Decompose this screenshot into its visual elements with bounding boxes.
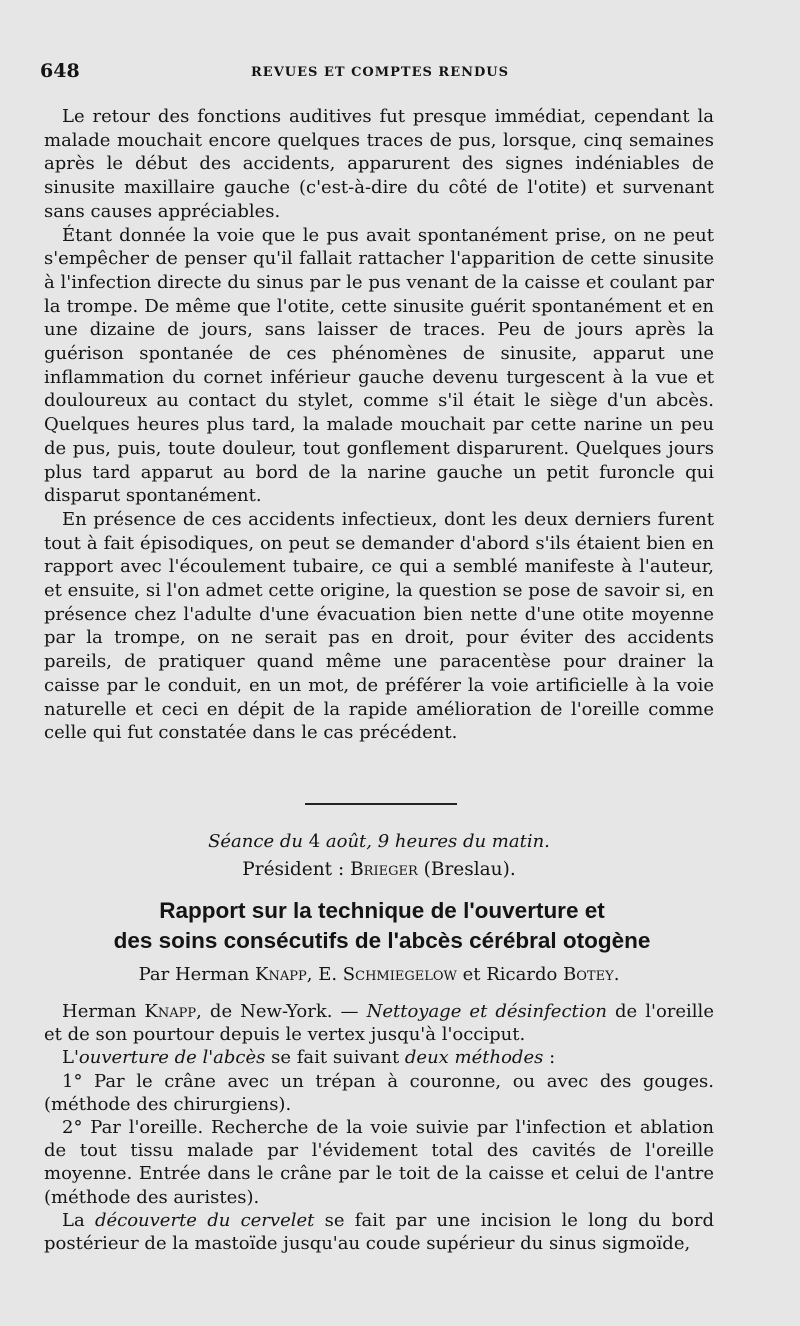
president-label: Président : bbox=[242, 859, 345, 880]
section-divider bbox=[305, 803, 457, 805]
paragraph-text: L' bbox=[62, 1047, 79, 1069]
emphasis: Nettoyage et désinfection bbox=[366, 1001, 607, 1022]
paragraph-text: de l'oreille et de son pourtour depuis le vertex jusqu'à l'occiput. bbox=[44, 1001, 714, 1046]
paragraph-text: se fait par une incision le long du bord postérieur de la mastoïde jusqu'au coude supérieur du sinus sigmoïde, bbox=[44, 1209, 715, 1255]
author-name: Knapp bbox=[144, 1001, 197, 1022]
author-name: Botey bbox=[563, 964, 614, 985]
authors-separator: et Ricardo bbox=[462, 964, 558, 985]
session-label: Séance du bbox=[208, 831, 303, 852]
emphasis: ouverture de l'abcès bbox=[78, 1047, 266, 1069]
president-name: Brieger bbox=[350, 859, 418, 880]
paragraph bbox=[44, 1046, 714, 1069]
authors-separator: , E. bbox=[306, 964, 338, 985]
paragraph-text: se fait suivant bbox=[271, 1047, 400, 1069]
report-title-line: des soins consécutifs de l'abcès cérébral otogène bbox=[113, 928, 651, 953]
page-number: 648 bbox=[40, 60, 80, 82]
president-line bbox=[44, 856, 714, 884]
page-header bbox=[40, 60, 720, 90]
paragraph: 1° Par le crâne avec un trépan à couronne, ou avec des gouges. (méthode des chirurgiens). bbox=[44, 1070, 714, 1115]
paragraph: Étant donnée la voie que le pus avait spontanément prise, on ne peut s'empêcher de penser qu'il fallait rattacher l'apparition de cette sinusite à l'infection directe du sinus par le pus venant de la caisse et coulant par la trompe. De même que l'otite, cette sinusite guérit spontanément et en une dizaine de jours, sans laisser de traces. Peu de jours après la guérison spontanée de ces phénomènes de sinusite, apparut une inflammation du cornet inférieur gauche devenu turgescent à la vue et douloureux au contact du stylet, comme s'il était le siège d'un abcès. Quelques heures plus tard, la malade mouchait par cette narine un peu de pus, puis, toute douleur, tout gonflement disparurent. Quelques jours plus tard apparut au bord de la narine gauche un petit furoncle qui disparut spontanément. bbox=[44, 224, 714, 507]
running-title: REVUES ET COMPTES RENDUS bbox=[251, 65, 509, 80]
session-day: 4 bbox=[308, 831, 321, 852]
paragraph bbox=[44, 1209, 714, 1255]
report-title-line: Rapport sur la technique de l'ouverture et bbox=[159, 898, 605, 923]
authors-line bbox=[44, 964, 714, 985]
paragraph bbox=[44, 1000, 714, 1046]
author-name: Knapp bbox=[255, 964, 307, 985]
case-report-text bbox=[44, 105, 714, 745]
session-time: août, 9 heures du matin. bbox=[325, 831, 550, 852]
paragraph: 2° Par l'oreille. Recherche de la voie suivie par l'infection et ablation de tout tissu malade par l'évidement total des cavités de l'oreille moyenne. Entrée dans le crâne par le toit de la caisse et celui de l'antre (méthode des auristes). bbox=[44, 1117, 714, 1208]
author-first-name: Herman bbox=[62, 1001, 137, 1022]
emphasis: découverte du cervelet bbox=[94, 1209, 315, 1231]
authors-end: . bbox=[613, 964, 620, 985]
report-body bbox=[44, 1000, 714, 1255]
authors-prefix: Par Herman bbox=[138, 964, 250, 985]
paragraph: En présence de ces accidents infectieux, dont les deux derniers furent tout à fait épisodiques, on peut se demander d'abord s'ils étaient bien en rapport avec l'écoulement tubaire, ce qui a semblé manifeste à l'auteur, et ensuite, si l'on admet cette origine, la question se pose de savoir si, en présence chez l'adulte d'une évacuation bien nette d'une otite moyenne par la trompe, on ne serait pas en droit, pour éviter des accidents pareils, de pratiquer quand même une paracentèse pour drainer la caisse par le conduit, en un mot, de préférer la voie artificielle à la voie naturelle et ceci en dépit de la rapide amélioration de l'oreille comme celle qui fut constatée dans le cas précédent. bbox=[44, 508, 714, 744]
paragraph: Le retour des fonctions auditives fut presque immédiat, cependant la malade mouchait encore quelques traces de pus, lorsque, cinq semaines après le début des accidents, apparurent des signes indéniables de sinusite maxillaire gauche (c'est-à-dire du côté de l'otite) et survenant sans causes appréciables. bbox=[44, 106, 714, 222]
paragraph-text: La bbox=[62, 1209, 85, 1231]
session-heading bbox=[44, 828, 714, 856]
president-city: (Breslau). bbox=[423, 859, 516, 880]
author-name: Schmiegelow bbox=[342, 964, 457, 985]
paragraph-text: : bbox=[549, 1047, 556, 1069]
emphasis: deux méthodes bbox=[404, 1047, 544, 1069]
author-place: , de New-York. — bbox=[196, 1001, 359, 1022]
report-title bbox=[44, 896, 720, 956]
